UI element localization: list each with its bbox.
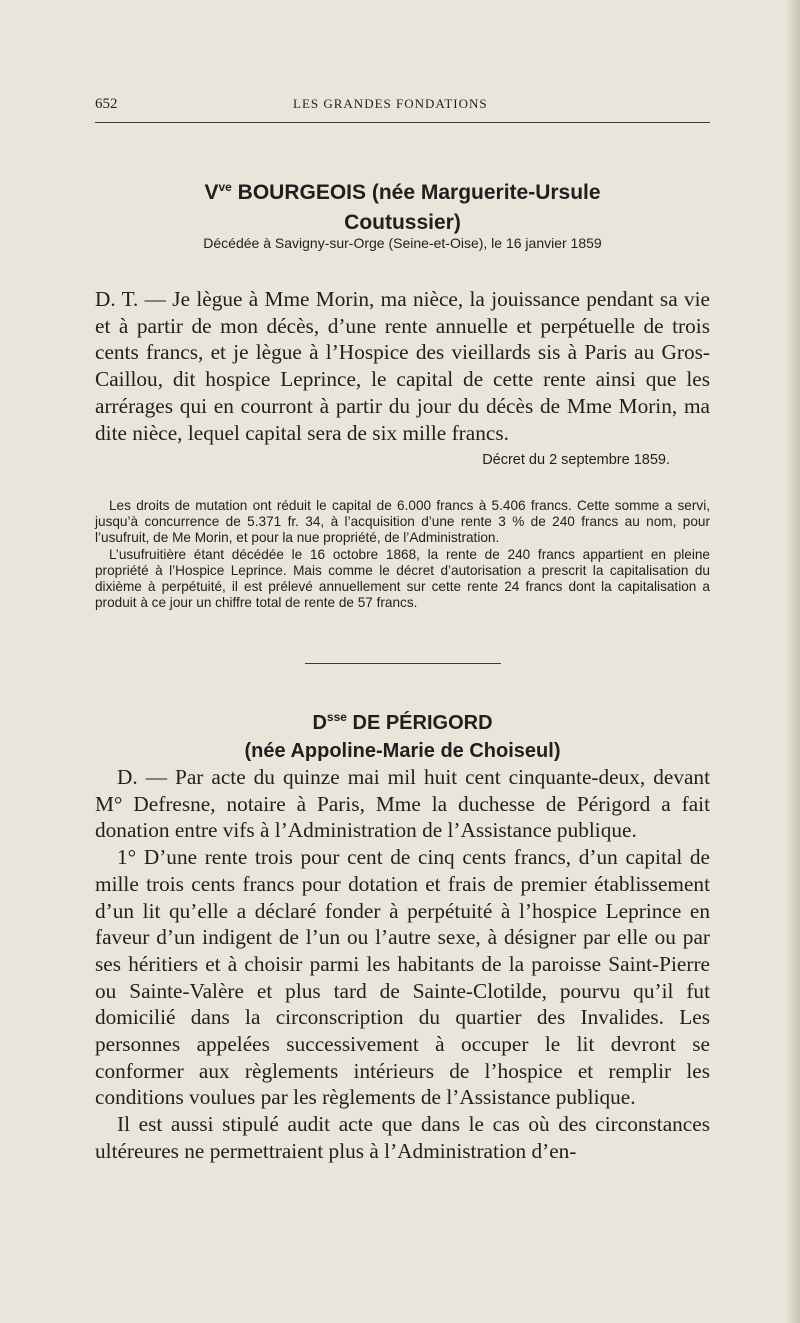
entry1-paragraph: D. T. — Je lègue à Mme Morin, ma nièce, la jouissance pendant sa vie et à partir de mon décès, d’une rente annuelle et perpétuelle de trois cents francs, et je lègue à l’Hospice des vieillards sis à Paris au Gros-Caillou, dit hospice Leprince, le capital de cette rente ainsi que les arrérages qui en courront à partir du jour du décès de Mme Morin, ma dite nièce, lequel capital sera de six mille francs. [95, 287, 710, 445]
entry2-paragraph-1: D. — Par acte du quinze mai mil huit cent cinquante-deux, devant M° Defresne, notaire à Paris, Mme la duchesse de Périgord a fait donation entre vifs à l’Administration de l’Assistance publique. [95, 765, 710, 843]
header-rule [95, 122, 710, 123]
running-title: LES GRANDES FONDATIONS [293, 96, 488, 111]
entry2-paragraph-3: Il est aussi stipulé audit acte que dans le cas où des circonstances ultéreures ne permettraient plus à l’Administration d’en- [95, 1112, 710, 1163]
entry2-title-line1 [95, 703, 710, 737]
entry2-paragraph-2: 1° D’une rente trois pour cent de cinq cents francs, d’un capital de mille trois cents francs pour dotation et frais de premier établissement d’un lit qu’elle a déclaré fonder à perpétuité à l’hospice Leprince en faveur d’un indigent de l’un ou l’autre sexe, à désigner par elle ou par ses héritiers et à choisir parmi les habitants de la paroisse Saint-Pierre ou Sainte-Valère et plus tard de Sainte-Clotilde, pourvu qu’il fut domicilié dans la circonscription du quartier des Invalides. Les personnes appelées successivement à occuper le lit devront se conformer aux règlements intérieurs de l’hospice et remplir les conditions voulues par les règlements de l’Assistance publique. [95, 845, 710, 1110]
page-number: 652 [95, 96, 118, 112]
entry2-title-prefix: D [312, 712, 327, 734]
entry2-body [95, 764, 710, 1165]
entry1-note-2: L’usufruitière étant décédée le 16 octobre 1868, la rente de 240 francs appartient en pleine propriété à l’Hospice Leprince. Mais comme le décret d’autorisation a prescrit la capitalisation du dixième à perpétuité, il est prélevé annuellement sur cette rente 24 francs dont la capitalisation a produit à ce jour un chiffre total de rente de 57 francs. [95, 546, 710, 611]
entry1-title [95, 172, 710, 238]
entry2-title-line2: (née Appoline-Marie de Choiseul) [244, 740, 561, 762]
entry2-title-prefix-sup: sse [326, 710, 347, 724]
running-head [95, 96, 710, 116]
entry1-title-line2: Coutussier) [344, 211, 461, 234]
entry1-note-1: Les droits de mutation ont réduit le capital de 6.000 francs à 5.406 francs. Cette somme a servi, jusqu’à concurrence de 5.371 fr. 34, à l’acquisition d’une rente 3 % de 240 francs au nom, pour l’usufruit, de Me Morin, et pour la nue propriété, de l’Administration. [95, 498, 710, 546]
entry1-title-prefix: V [204, 181, 219, 204]
section-divider [305, 663, 501, 664]
entry1-subtitle: Décédée à Savigny-sur-Orge (Seine-et-Oise), le 16 janvier 1859 [203, 235, 602, 251]
entry2-title [95, 703, 710, 765]
entry1-title-prefix-sup: ve [218, 180, 232, 194]
entry2-title-main: DE PÉRIGORD [352, 712, 493, 734]
entry1-title-line1 [95, 172, 710, 208]
entry1-decree: Décret du 2 septembre 1859. [482, 452, 670, 468]
entry1-notes [95, 498, 710, 611]
entry1-title-main: BOURGEOIS (née Marguerite-Ursule [237, 181, 601, 204]
page-edge-shadow [786, 0, 800, 1323]
